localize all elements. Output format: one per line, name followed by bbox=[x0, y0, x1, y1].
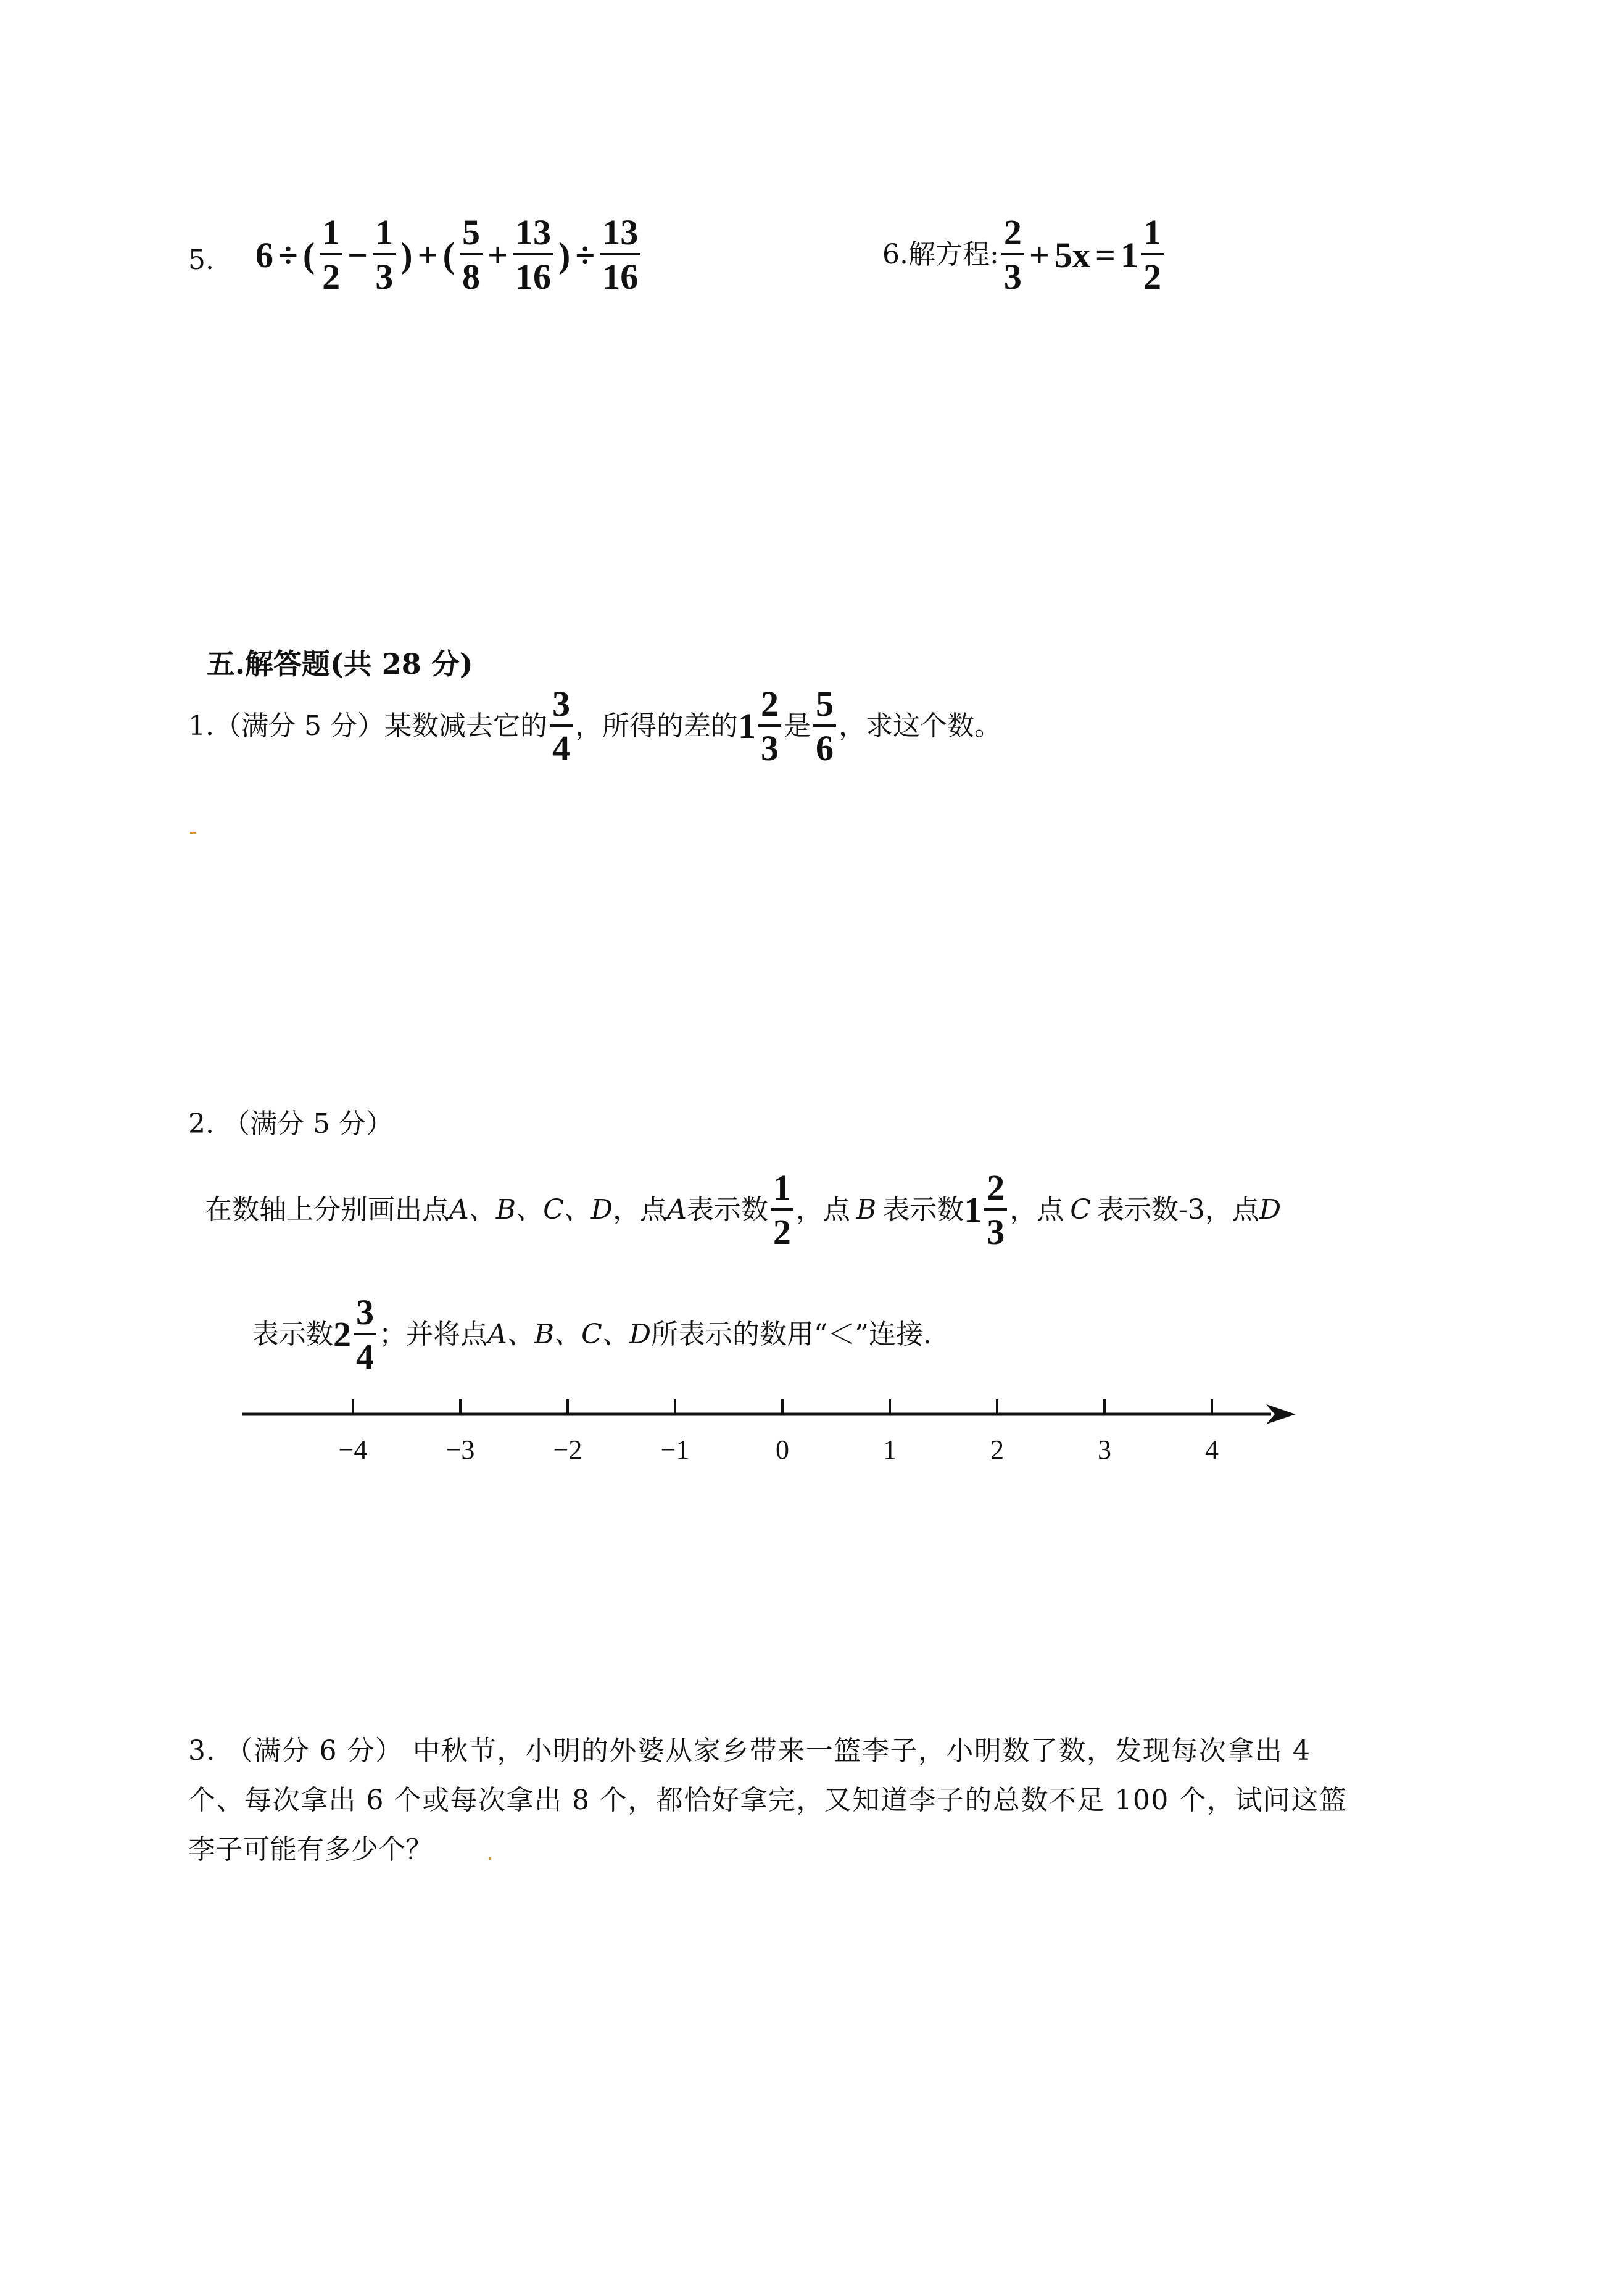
paren-close: ) bbox=[558, 234, 571, 275]
fraction: $\frac{1}{2}$ bbox=[320, 215, 342, 295]
tick-label: −4 bbox=[338, 1435, 368, 1465]
tick-label: −2 bbox=[553, 1435, 582, 1465]
plus-symbol: + bbox=[487, 234, 508, 275]
tick-label: −1 bbox=[660, 1435, 690, 1465]
p1-suffix: ，求这个数。 bbox=[838, 710, 1001, 742]
problem-6-label: 6.解方程: bbox=[882, 239, 999, 270]
term-5x: 5x bbox=[1054, 234, 1090, 275]
p3-line-1: 3. （满分 6 分） 中秋节，小明的外婆从家乡带来一篮李子，小明数了数，发现每次拿出 4 bbox=[188, 1735, 1311, 1767]
fraction: $\frac{3}{4}$ bbox=[550, 686, 573, 766]
tick-label: 2 bbox=[990, 1435, 1004, 1465]
point-b-label: B bbox=[856, 1194, 877, 1225]
fraction: $\frac{13}{16}$ bbox=[513, 215, 553, 295]
divide-symbol: ÷ bbox=[278, 234, 298, 275]
plus-symbol: + bbox=[1029, 234, 1050, 275]
text: ；并将点 bbox=[379, 1319, 487, 1350]
tick-label: 4 bbox=[1205, 1435, 1219, 1465]
fraction: $\frac{2}{3}$ bbox=[984, 1170, 1007, 1250]
p2-line-2 bbox=[252, 1292, 932, 1377]
point-c-label: C bbox=[1070, 1194, 1091, 1225]
q5-lead: 6 bbox=[255, 234, 273, 275]
paren-open: ( bbox=[442, 234, 455, 275]
point-d-label: D bbox=[1259, 1194, 1282, 1225]
text: 表示数-3，点 bbox=[1096, 1194, 1259, 1225]
number-line bbox=[234, 1382, 1345, 1469]
fraction: $\frac{13}{16}$ bbox=[600, 215, 640, 295]
text: ，点 bbox=[1009, 1194, 1064, 1225]
text: ，点 bbox=[613, 1194, 668, 1225]
problem-5-number: 5. bbox=[188, 244, 214, 276]
stray-mark bbox=[489, 1857, 491, 1860]
tick-label: 0 bbox=[776, 1435, 789, 1465]
paren-close: ) bbox=[400, 234, 413, 275]
p1-mid1: ，所得的差的 bbox=[574, 710, 738, 742]
minus-symbol: − bbox=[347, 234, 368, 275]
text: 在数轴上分别画出点 bbox=[205, 1194, 449, 1225]
whole-number: 1 bbox=[737, 706, 756, 746]
plus-symbol: + bbox=[417, 234, 438, 275]
divide-symbol: ÷ bbox=[575, 234, 595, 275]
fraction: $\frac{5}{6}$ bbox=[813, 686, 836, 766]
tick-label: 1 bbox=[883, 1435, 897, 1465]
p2-header: 2. （满分 5 分） bbox=[188, 1108, 393, 1140]
p2-line-1 bbox=[205, 1167, 1282, 1252]
tick-label: −3 bbox=[445, 1435, 475, 1465]
p3-line-2: 个、每次拿出 6 个或每次拿出 8 个，都恰好拿完，又知道李子的总数不足 100 个，试问这篮 bbox=[188, 1784, 1348, 1816]
fraction: $\frac{1}{2}$ bbox=[1141, 215, 1164, 295]
points-label: A、B、C、D bbox=[449, 1194, 613, 1225]
paren-open: ( bbox=[302, 234, 315, 275]
text: 表示数 bbox=[882, 1194, 964, 1225]
fraction: $\frac{1}{2}$ bbox=[771, 1170, 793, 1250]
problem-6 bbox=[882, 212, 1166, 297]
section-heading: 五.解答题(共 28 分) bbox=[207, 647, 473, 681]
tick-label: 3 bbox=[1098, 1435, 1111, 1465]
text: 表示数 bbox=[252, 1319, 333, 1350]
p1-mid2: 是 bbox=[783, 710, 811, 742]
p1-prefix: 1.（满分 5 分）某数减去它的 bbox=[188, 710, 547, 742]
text: ，点 bbox=[795, 1194, 850, 1225]
text: 所表示的数用“＜”连接. bbox=[651, 1319, 932, 1350]
fraction: $\frac{1}{3}$ bbox=[373, 215, 396, 295]
whole-number: 2 bbox=[333, 1314, 351, 1354]
fraction: $\frac{2}{3}$ bbox=[1001, 215, 1024, 295]
point-a-label: A bbox=[667, 1194, 687, 1225]
stray-mark bbox=[190, 832, 196, 834]
answer-problem-1 bbox=[188, 686, 1001, 766]
fraction: $\frac{5}{8}$ bbox=[460, 215, 483, 295]
fraction: $\frac{3}{4}$ bbox=[354, 1295, 376, 1375]
whole-number: 1 bbox=[1120, 234, 1138, 275]
equals-symbol: = bbox=[1095, 234, 1116, 275]
points-label: A、B、C、D bbox=[487, 1319, 652, 1350]
fraction: $\frac{2}{3}$ bbox=[758, 686, 781, 766]
text: 表示数 bbox=[686, 1194, 768, 1225]
problem-5-expression bbox=[253, 212, 643, 297]
whole-number: 1 bbox=[964, 1190, 982, 1230]
p3-line-3: 李子可能有多少个？ bbox=[188, 1834, 433, 1865]
